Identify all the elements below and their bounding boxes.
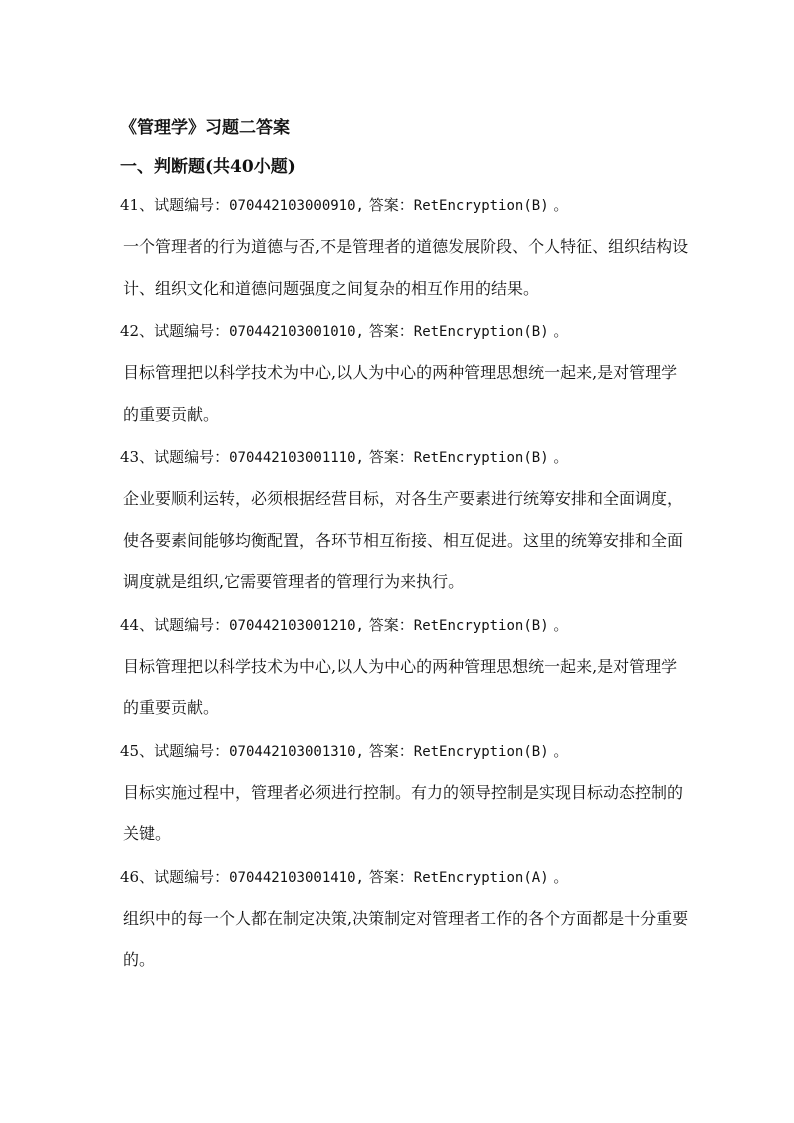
question-46 [120, 867, 690, 981]
answer-value: RetEncryption(B) [413, 324, 549, 340]
answer-value: RetEncryption(B) [413, 617, 549, 634]
question-42 [120, 321, 690, 435]
answer-value: RetEncryption(B) [413, 450, 549, 466]
question-text: 组织中的每一个人都在制定决策,决策制定对管理者工作的各个方面都是十分重要的。 [123, 908, 689, 969]
question-text: 一个管理者的行为道德与否,不是管理者的道德发展阶段、个人特征、组织结构设计、组织文化和道德问题强度之间复杂的相互作用的结果。 [123, 237, 689, 298]
document-page [120, 118, 690, 993]
question-text: 目标实施过程中，管理者必须进行控制。有力的领导控制是实现目标动态控制的关键。 [123, 782, 684, 843]
answer-label: 答案： [368, 196, 414, 214]
answer-label: 答案： [368, 741, 414, 760]
question-header [120, 741, 690, 761]
question-header [120, 615, 690, 635]
question-number: 45、 [120, 741, 155, 760]
question-id: 070442103001310, [229, 743, 364, 760]
question-id: 070442103001210, [229, 617, 364, 634]
question-text: 企业要顺利运转，必须根据经营目标，对各生产要素进行统筹安排和全面调度，使各要素间能够均衡配置，各环节相互衔接、相互促进。这里的统筹安排和全面调度就是组织,它需要管理者的管理行为来执行。 [123, 489, 684, 591]
question-id-label: 试题编号： [154, 615, 230, 634]
question-number: 41、 [120, 196, 155, 214]
question-id: 070442103001110, [229, 450, 364, 466]
question-id-label: 试题编号： [154, 448, 230, 466]
answer-value: RetEncryption(B) [413, 198, 549, 214]
question-id: 070442103001010, [229, 324, 364, 340]
section-heading: 一、判断题(共40小题) [120, 157, 296, 177]
question-header [120, 447, 690, 467]
question-id-label: 试题编号： [154, 322, 230, 340]
answer-end: 。 [553, 741, 569, 760]
question-number: 42、 [120, 322, 155, 340]
answer-end: 。 [553, 322, 569, 340]
question-number: 46、 [120, 867, 155, 886]
question-number: 43、 [120, 448, 155, 466]
question-id-label: 试题编号： [154, 741, 230, 760]
answer-end: 。 [553, 196, 569, 214]
document-title: 《管理学》习题二答案 [120, 118, 290, 138]
answer-value: RetEncryption(B) [413, 743, 549, 760]
question-text: 目标管理把以科学技术为中心,以人为中心的两种管理思想统一起来,是对管理学的重要贡献。 [123, 656, 678, 717]
answer-label: 答案： [368, 615, 414, 634]
question-header [120, 195, 690, 215]
question-number: 44、 [120, 615, 155, 634]
answer-end: 。 [553, 448, 569, 466]
question-id: 070442103000910, [229, 198, 364, 214]
question-id-label: 试题编号： [154, 196, 230, 214]
question-text: 目标管理把以科学技术为中心,以人为中心的两种管理思想统一起来,是对管理学的重要贡献。 [123, 363, 678, 424]
answer-value: RetEncryption(A) [413, 869, 549, 886]
answer-end: 。 [553, 615, 569, 634]
answer-label: 答案： [368, 867, 414, 886]
answer-label: 答案： [368, 322, 414, 340]
question-id-label: 试题编号： [154, 867, 230, 886]
question-43 [120, 447, 690, 603]
question-45 [120, 741, 690, 855]
question-44 [120, 615, 690, 729]
question-41 [120, 195, 690, 309]
answer-label: 答案： [368, 448, 414, 466]
question-header [120, 867, 690, 887]
answer-end: 。 [553, 867, 569, 886]
question-header [120, 321, 690, 341]
question-id: 070442103001410, [229, 869, 364, 886]
